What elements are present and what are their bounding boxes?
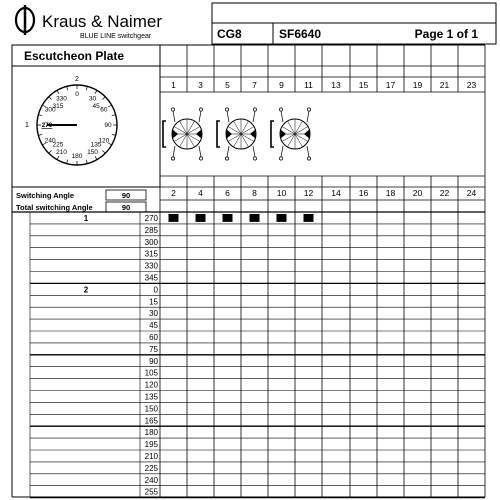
closed-contact-mark (277, 214, 287, 222)
table-row (30, 426, 485, 438)
brand-name: Kraus & Naimer (42, 12, 162, 31)
table-row (30, 462, 485, 474)
closed-contact-mark (250, 214, 260, 222)
terminal-number: 15 (358, 80, 369, 90)
switching-angle: 135 (144, 392, 158, 402)
switching-angle-value: 90 (121, 191, 131, 200)
table-row (30, 474, 485, 486)
switching-angle: 315 (144, 249, 158, 259)
contact-symbol (271, 108, 311, 160)
table-row (30, 379, 485, 391)
switching-angle: 45 (149, 321, 158, 331)
dial-label: 2 (75, 76, 79, 84)
switching-angle: 270 (144, 214, 158, 223)
dial-label: 240 (44, 137, 56, 145)
terminal-number: 9 (279, 80, 284, 90)
terminal-number: 20 (412, 188, 423, 198)
order-code: SF6640 (279, 27, 322, 41)
brand-block (16, 5, 162, 40)
terminal-number: 6 (225, 188, 230, 198)
terminal-number: 18 (385, 188, 396, 198)
dial-label: 30 (88, 95, 97, 103)
terminal-number: 19 (412, 80, 423, 90)
dial-label: 225 (52, 141, 64, 149)
switching-angle-label: Switching Angle (16, 191, 75, 200)
dial-label: 210 (56, 149, 67, 157)
contact-symbol (163, 108, 203, 160)
switching-angle: 180 (144, 428, 158, 438)
table-row (30, 248, 485, 260)
terminal-number: 13 (331, 80, 341, 90)
terminal-number: 12 (303, 188, 314, 198)
dial-label: 0 (75, 91, 79, 99)
terminal-number: 8 (252, 188, 257, 198)
escutcheon-dial (25, 76, 117, 165)
closed-contact-mark (223, 214, 233, 222)
terminal-number: 7 (252, 80, 257, 90)
table-row (30, 331, 485, 343)
table-row (30, 367, 485, 379)
dial-label: 135 (90, 141, 102, 149)
table-row (30, 212, 485, 224)
switching-angle: 165 (144, 416, 158, 426)
contact-grid (12, 45, 485, 497)
terminal-number: 23 (466, 80, 477, 90)
switching-angle: 90 (149, 356, 158, 366)
brand-logo-icon (16, 5, 34, 35)
terminal-number: 1 (171, 80, 176, 90)
position-number: 2 (83, 285, 89, 295)
terminal-number: 22 (439, 188, 450, 198)
terminal-number: 3 (198, 80, 203, 90)
switching-angle: 75 (149, 344, 158, 354)
closed-contact-mark (304, 214, 314, 222)
escutcheon-panel (12, 45, 160, 187)
terminal-number: 14 (331, 188, 341, 198)
dial-label: 300 (44, 106, 56, 114)
dial-label: 150 (87, 149, 98, 157)
model-code: CG8 (217, 27, 242, 41)
table-row (30, 224, 485, 236)
switching-angle: 330 (144, 261, 158, 271)
terminal-number: 2 (171, 188, 176, 198)
switching-angle: 15 (149, 297, 158, 307)
contact-symbol (217, 108, 257, 160)
switching-angle: 120 (144, 380, 158, 390)
page-indicator: Page 1 of 1 (414, 27, 478, 41)
switching-angle: 150 (144, 404, 158, 414)
table-row (30, 307, 485, 319)
switching-angle: 225 (144, 463, 158, 473)
switching-angle: 240 (144, 475, 158, 485)
terminal-number: 11 (304, 80, 313, 90)
dial-label: 330 (56, 95, 67, 103)
terminal-number: 5 (225, 80, 230, 90)
table-row (30, 402, 485, 414)
table-row (30, 343, 485, 355)
table-row (30, 295, 485, 307)
terminal-number: 4 (198, 188, 203, 198)
position-number: 1 (83, 214, 89, 223)
dial-label: 120 (98, 137, 110, 145)
switching-angle: 300 (144, 237, 158, 247)
table-row (30, 260, 485, 272)
brand-tagline: BLUE LINE switchgear (80, 33, 152, 40)
terminal-number: 17 (385, 80, 396, 90)
contact-symbols (163, 108, 311, 160)
dial-label: 60 (100, 106, 108, 114)
switching-table (30, 212, 485, 498)
table-row (30, 486, 485, 498)
table-row (30, 391, 485, 403)
switching-angle: 105 (144, 368, 158, 378)
total-switching-angle-value: 90 (121, 203, 131, 212)
table-row (30, 283, 485, 295)
switching-angle: 0 (153, 285, 158, 295)
closed-contact-mark (196, 214, 206, 222)
table-row (30, 438, 485, 450)
table-row (30, 355, 485, 367)
table-row (30, 236, 485, 248)
dial-label: 315 (52, 103, 64, 111)
switching-angle: 30 (149, 309, 158, 319)
escutcheon-title: Escutcheon Plate (24, 49, 125, 63)
terminal-number: 16 (358, 188, 369, 198)
dial-label: 45 (92, 103, 100, 111)
dial-label: 90 (104, 122, 112, 130)
switching-angle: 210 (144, 452, 158, 461)
terminal-number: 21 (439, 80, 450, 90)
terminal-number: 24 (466, 188, 477, 198)
dial-label: 270 (41, 122, 53, 130)
terminal-number: 10 (276, 188, 287, 198)
switching-angle: 285 (144, 225, 158, 235)
switching-angle: 345 (144, 273, 158, 283)
switching-angle: 60 (149, 333, 158, 342)
dial-label: 180 (71, 153, 83, 161)
table-row (30, 450, 485, 462)
total-switching-angle-label: Total switching Angle (16, 203, 93, 212)
table-row (30, 414, 485, 426)
table-row (30, 319, 485, 331)
switching-angle: 195 (144, 440, 158, 450)
switching-angle-block (16, 190, 146, 212)
table-row (30, 272, 485, 284)
closed-contact-mark (169, 214, 179, 222)
switching-angle: 255 (144, 487, 158, 497)
dial-label: 1 (25, 122, 29, 130)
